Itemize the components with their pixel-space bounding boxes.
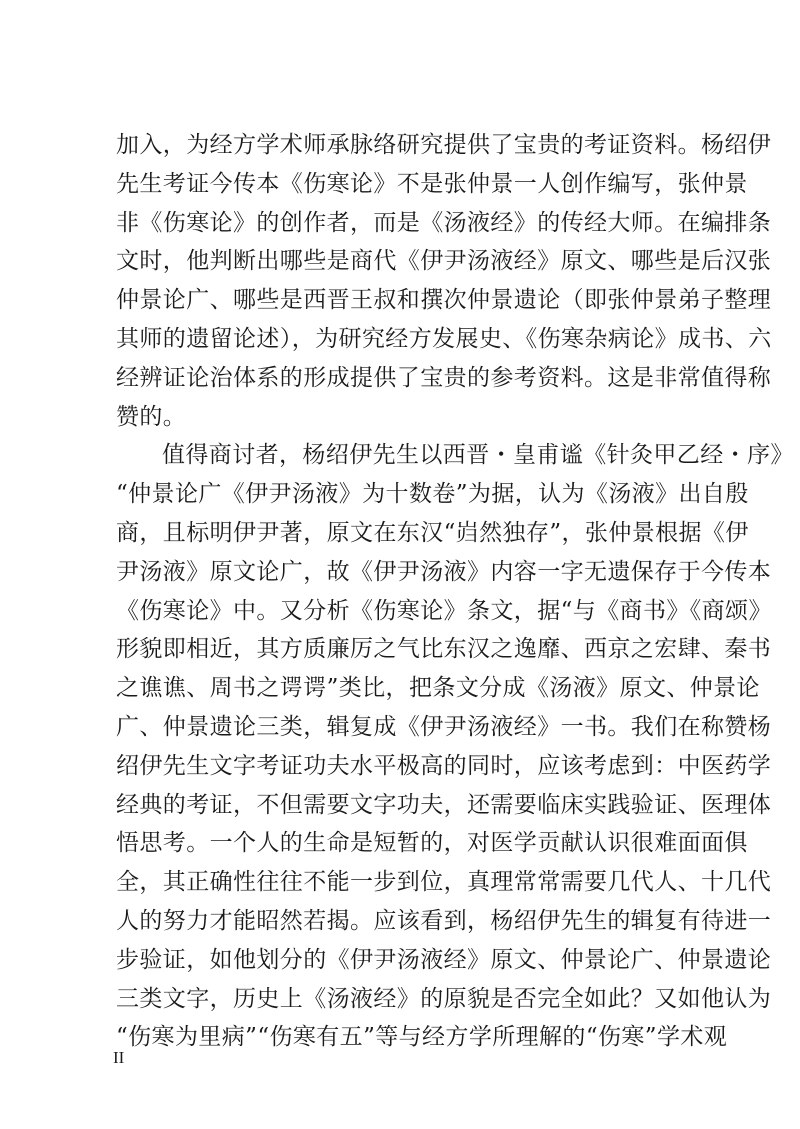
paragraph-1 bbox=[116, 126, 772, 436]
text-line: 先生考证今传本《伤寒论》不是张仲景一人创作编写，张仲景 bbox=[116, 170, 748, 197]
text-line: 经辨证论治体系的形成提供了宝贵的参考资料。这是非常值得称 bbox=[116, 364, 772, 391]
text-line: 加入，为经方学术师承脉络研究提供了宝贵的考证资料。杨绍伊 bbox=[116, 132, 772, 158]
text-line: 广、仲景遗论三类，辑复成《伊尹汤液经》一书。我们在称赞杨 bbox=[116, 713, 772, 740]
text-line: 三类文字，历史上《汤液经》的原貌是否完全如此？又如他认为 bbox=[116, 985, 772, 1012]
body-text bbox=[116, 126, 794, 1057]
text-line: 仲景论广、哪些是西晋王叔和撰次仲景遗论（即张仲景弟子整理 bbox=[116, 287, 772, 314]
text-line: 形貌即相近，其方质廉厉之气比东汉之逸靡、西京之宏肆、秦书 bbox=[116, 636, 772, 663]
text-line: 全，其正确性往往不能一步到位，真理常常需要几代人、十几代 bbox=[116, 869, 772, 896]
text-line: 悟思考。一个人的生命是短暂的，对医学贡献认识很难面面俱 bbox=[116, 830, 748, 857]
text-line: 之谯谯、周书之谔谔”类比，把条文分成《汤液》原文、仲景论 bbox=[116, 675, 760, 702]
text-line: 绍伊先生文字考证功夫水平极高的同时，应该考虑到：中医药学 bbox=[116, 752, 772, 779]
text-line: 商，且标明伊尹著，原文在东汉“岿然独存”，张仲景根据《伊 bbox=[116, 519, 749, 546]
paragraph-2 bbox=[116, 436, 794, 1057]
text-line: 《伤寒论》中。又分析《伤寒论》条文，据“与《商书》《商颂》 bbox=[116, 597, 772, 624]
text-line: 尹汤液》原文论广，故《伊尹汤液》内容一字无遗保存于今传本 bbox=[116, 558, 772, 585]
text-line: “伤寒为里病”“伤寒有五”等与经方学所理解的“伤寒”学术观 bbox=[116, 1024, 728, 1051]
text-line: 文时，他判断出哪些是商代《伊尹汤液经》原文、哪些是后汉张 bbox=[116, 248, 772, 275]
text-line: “仲景论广《伊尹汤液》为十数卷”为据，认为《汤液》出自殷 bbox=[116, 481, 749, 508]
text-line: 其师的遗留论述），为研究经方发展史、《伤寒杂病论》成书、六 bbox=[116, 325, 772, 352]
text-line: 人的努力才能昭然若揭。应该看到，杨绍伊先生的辑复有待进一 bbox=[116, 907, 772, 934]
text-line: 值得商讨者，杨绍伊先生以西晋・皇甫谧《针灸甲乙经・序》 bbox=[162, 442, 794, 469]
text-line: 经典的考证，不但需要文字功夫，还需要临床实践验证、医理体 bbox=[116, 791, 772, 818]
page-number: II bbox=[113, 1048, 125, 1067]
text-line: 赞的。 bbox=[116, 403, 187, 430]
text-line: 非《伤寒论》的创作者，而是《汤液经》的传经大师。在编排条 bbox=[116, 209, 772, 236]
text-line: 步验证，如他划分的《伊尹汤液经》原文、仲景论广、仲景遗论 bbox=[116, 946, 772, 973]
